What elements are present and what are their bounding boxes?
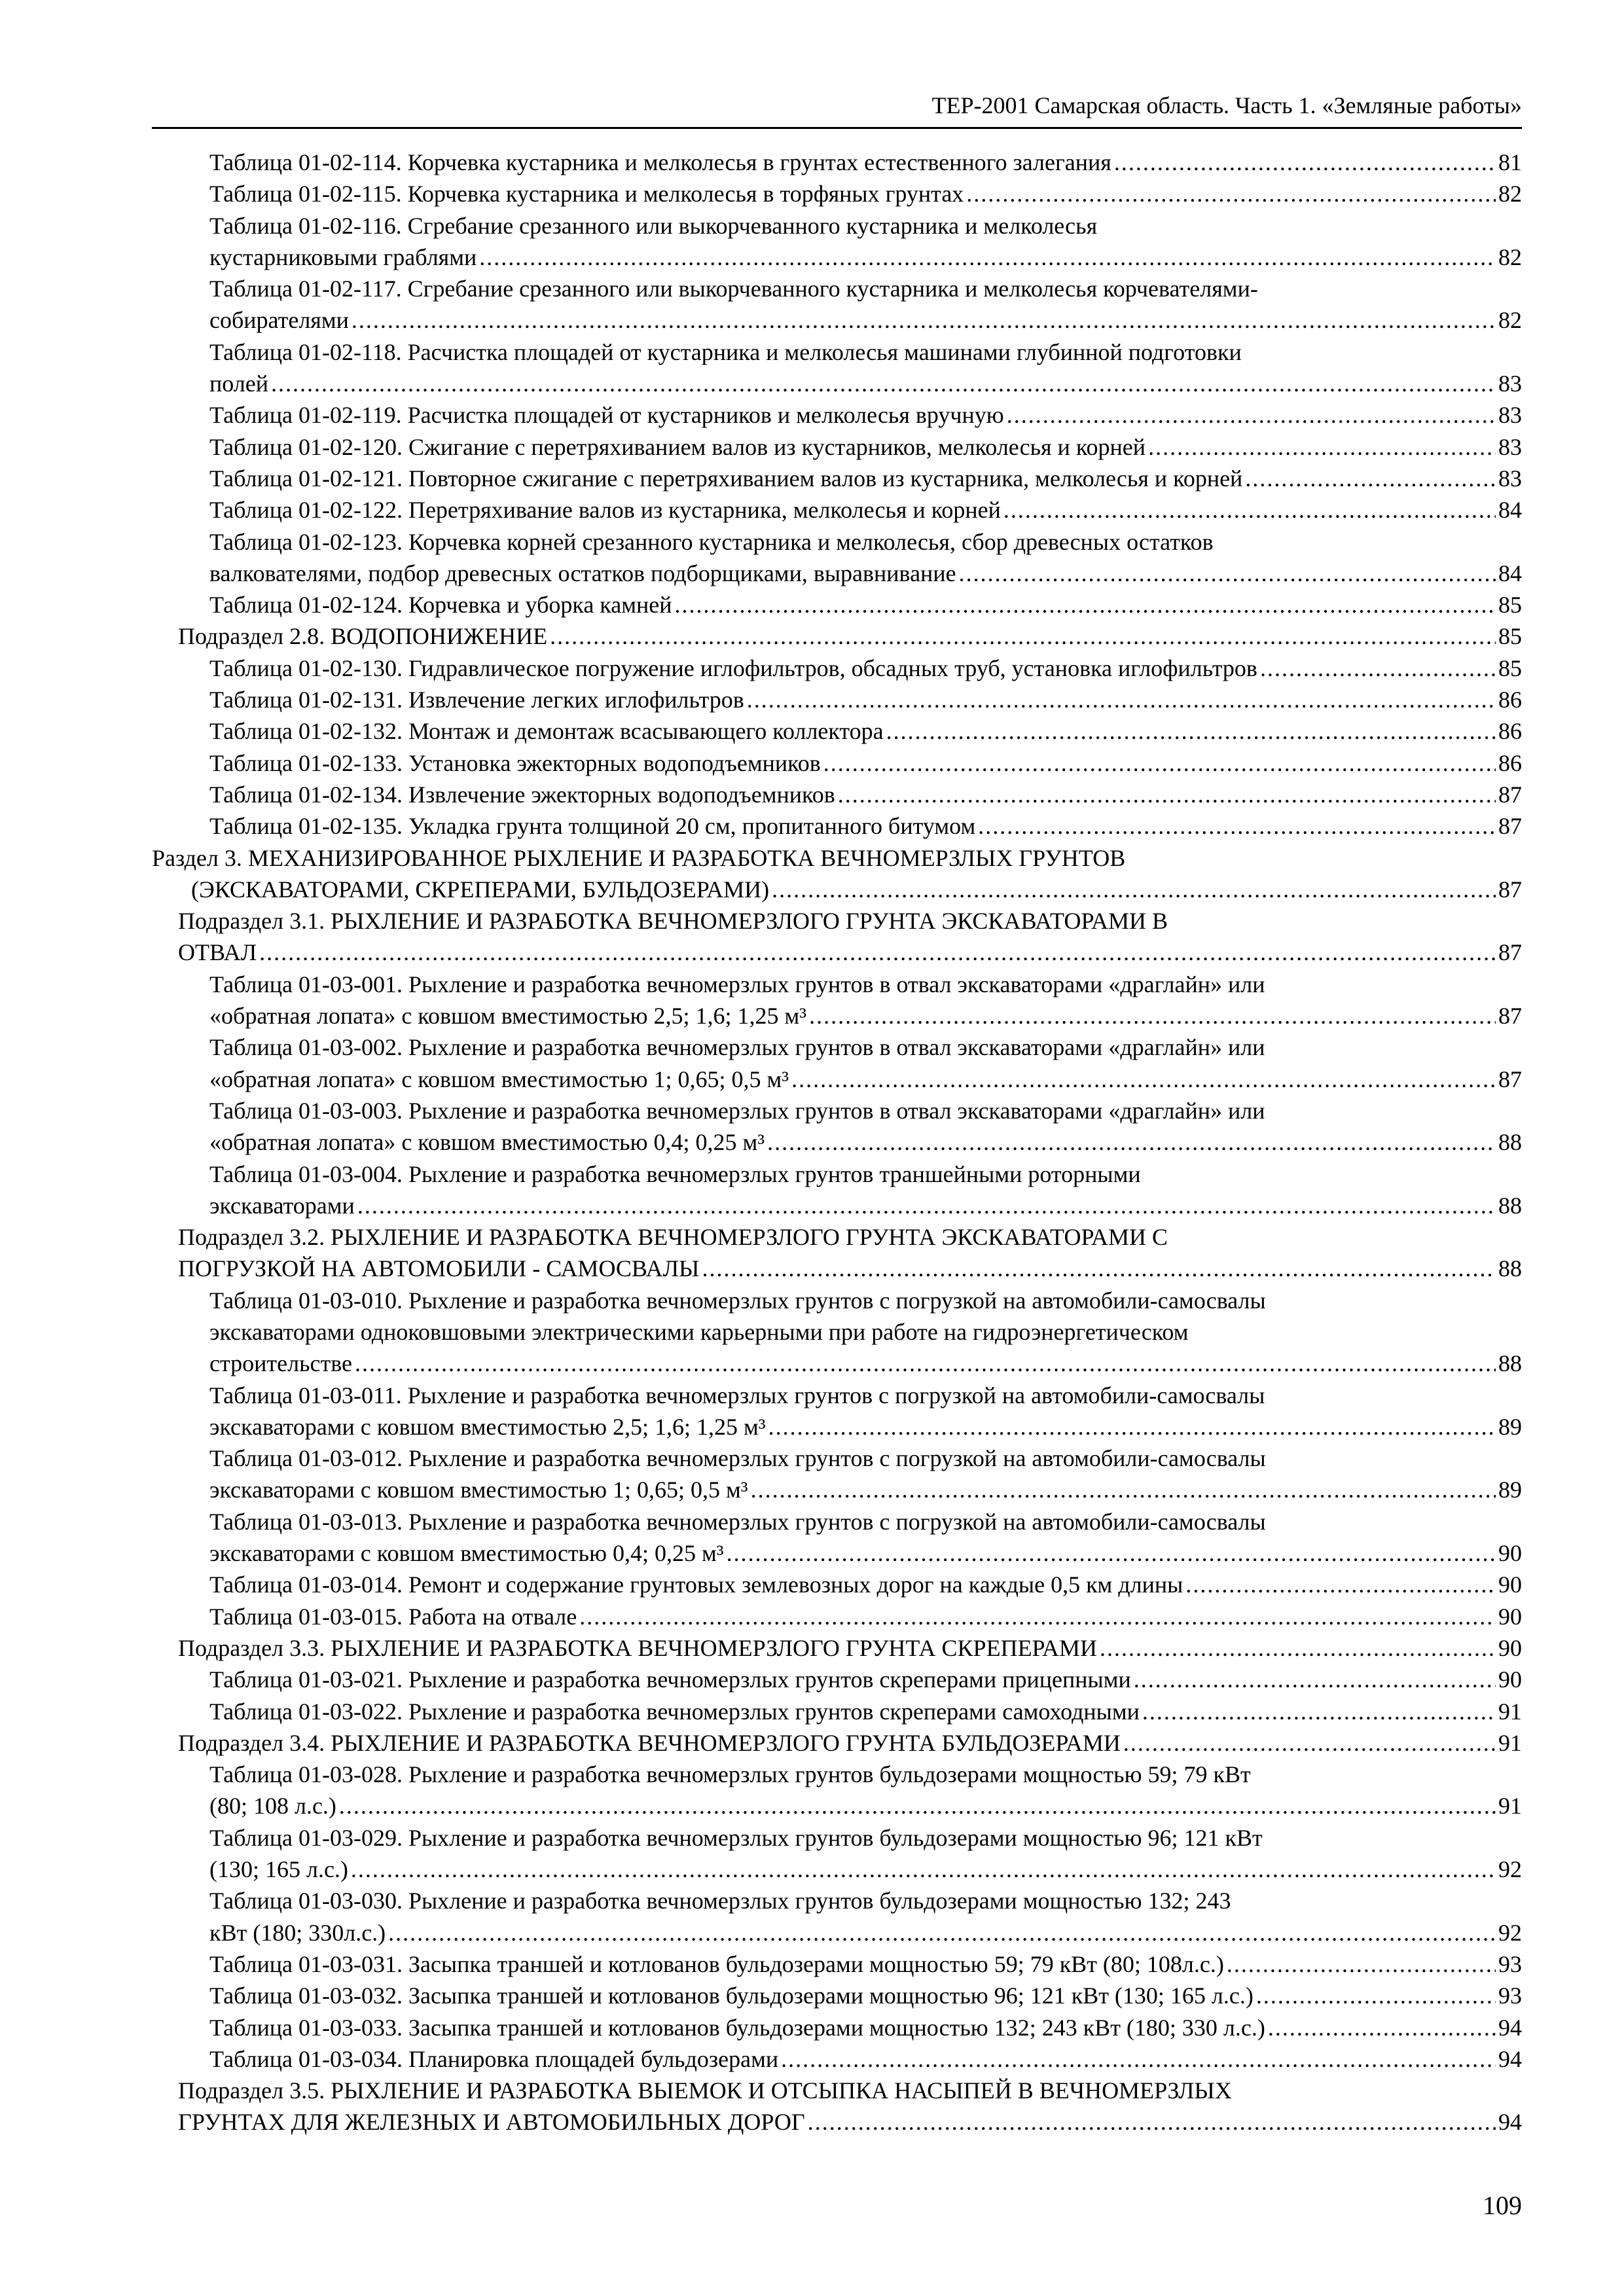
toc-entry-text: экскаваторами [209,1192,355,1219]
toc-entry-table[interactable] [152,1380,1522,1443]
page-header [152,84,1522,129]
toc-page-number: 86 [1498,718,1522,745]
dot-leader [768,1411,1496,1443]
dot-leader [781,2043,1496,2075]
toc-entry-table[interactable] [152,1285,1522,1380]
toc-entry-subsection[interactable] [152,905,1522,969]
toc-entry-table[interactable] [152,1885,1522,1948]
toc-entry-text: Таблица 01-03-030. Рыхление и разработка вечномерзлых грунтов бульдозерами мощностью 132; 243 [209,1888,1231,1914]
toc-entry-text: Таблица 01-02-122. Перетряхивание валов из кустарника, мелколесья и корней [209,497,1001,524]
toc-entry-table[interactable] [152,431,1522,463]
toc-page-number: 87 [1498,876,1522,903]
dot-leader [259,937,1496,968]
toc-page-number: 87 [1498,1003,1522,1030]
toc-entry-text: Таблица 01-03-029. Рыхление и разработка вечномерзлых грунтов бульдозерами мощностью 96; 121 кВт [209,1824,1263,1851]
toc-entry-table[interactable] [152,210,1522,274]
toc-entry-text: Подраздел 3.3. РЫХЛЕНИЕ И РАЗРАБОТКА ВЕЧНОМЕРЗЛОГО ГРУНТА СКРЕПЕРАМИ [178,1634,1097,1661]
dot-leader [352,304,1496,336]
toc-entry-text: Таблица 01-03-028. Рыхление и разработка вечномерзлых грунтов бульдозерами мощностью 59; 79 кВт [209,1761,1251,1788]
dot-leader [355,1348,1496,1379]
toc-entry-table[interactable] [152,147,1522,178]
toc-entry-text: Таблица 01-02-121. Повторное сжигание с перетряхиванием валов из кустарника, мелколесья и корней [209,465,1243,492]
toc-page-number: 86 [1498,749,1522,776]
toc-entry-text: кВт (180; 330л.с.) [209,1919,386,1946]
table-of-contents [152,147,1522,2138]
toc-entry-text: экскаваторами с ковшом вместимостью 0,4; 0,25 м³ [209,1540,724,1567]
toc-entry-text: Таблица 01-02-133. Установка эжекторных водоподъемников [209,749,821,776]
toc-entry-text: Таблица 01-02-132. Монтаж и демонтаж всасывающего коллектора [209,718,884,745]
toc-page-number: 84 [1498,560,1522,586]
dot-leader [1003,494,1496,526]
toc-entry-text: Таблица 01-02-123. Корчевка корней срезанного кустарника и мелколесья, сбор древесных остатков [209,528,1214,555]
toc-entry-text: Таблица 01-03-031. Засыпка траншей и котлованов бульдозерами мощностью 59; 79 кВт (80; 108л.с.) [209,1950,1224,1977]
toc-entry-table[interactable] [152,715,1522,747]
toc-entry-text: Таблица 01-03-015. Работа на отвале [209,1603,577,1630]
toc-page-number: 93 [1498,1950,1522,1977]
toc-entry-subsection[interactable] [152,1221,1522,1285]
toc-page-number: 83 [1498,433,1522,460]
toc-entry-table[interactable] [152,1980,1522,2011]
toc-entry-table[interactable] [152,779,1522,810]
toc-entry-table[interactable] [152,1506,1522,1570]
toc-page-number: 89 [1498,1413,1522,1440]
toc-entry-table[interactable] [152,1601,1522,1632]
toc-page-number: 91 [1498,1698,1522,1725]
toc-entry-text: Таблица 01-02-114. Корчевка кустарника и мелколесья в грунтах естественного залегания [209,149,1111,175]
toc-entry-text: Таблица 01-02-130. Гидравлическое погружение иглофильтров, обсадных труб, установка иглофильтров [209,655,1257,681]
toc-page-number: 87 [1498,813,1522,840]
toc-entry-text: Таблица 01-02-118. Расчистка площадей от кустарника и мелколесья машинами глубинной подготовки [209,338,1242,365]
dot-leader [791,1064,1496,1095]
dot-leader [675,589,1496,620]
dot-leader [339,1790,1496,1821]
dot-leader [1148,431,1496,463]
dot-leader [966,178,1496,209]
dot-leader [1256,1980,1496,2011]
toc-entry-text: Таблица 01-03-033. Засыпка траншей и котлованов бульдозерами мощностью 132; 243 кВт (180; 330 л.с.) [209,2014,1265,2041]
toc-page-number: 88 [1498,1350,1522,1377]
toc-entry-text: Таблица 01-03-014. Ремонт и содержание грунтовых землевозных дорог на каждые 0,5 км длины [209,1571,1183,1598]
toc-page-number: 85 [1498,592,1522,619]
toc-entry-table[interactable] [152,2043,1522,2075]
toc-entry-table[interactable] [152,589,1522,620]
toc-entry-section[interactable] [152,842,1522,906]
toc-entry-table[interactable] [152,653,1522,684]
toc-entry-subsection[interactable] [152,1727,1522,1759]
toc-entry-text: Таблица 01-02-134. Извлечение эжекторных водоподъемников [209,781,835,808]
toc-entry-text: Таблица 01-02-131. Извлечение легких иглофильтров [209,687,744,713]
dot-leader [479,242,1496,273]
dot-leader [751,1474,1496,1505]
toc-entry-text: (130; 165 л.с.) [209,1856,348,1883]
toc-entry-text: Таблица 01-02-119. Расчистка площадей от кустарников и мелколесья вручную [209,402,1004,429]
dot-leader [838,779,1496,810]
document-title: ТЕР-2001 Самарская область. Часть 1. «Земляные работы» [931,92,1522,118]
toc-entry-text: Таблица 01-02-115. Корчевка кустарника и мелколесья в торфяных грунтах [209,181,964,207]
toc-page-number: 92 [1498,1919,1522,1946]
toc-entry-text: Подраздел 3.1. РЫХЛЕНИЕ И РАЗРАБОТКА ВЕЧНОМЕРЗЛОГО ГРУНТА ЭКСКАВАТОРАМИ В [178,908,1168,935]
dot-leader [579,1601,1496,1632]
toc-page-number: 82 [1498,243,1522,270]
toc-entry-table[interactable] [152,1696,1522,1727]
toc-page-number: 87 [1498,1066,1522,1092]
toc-page-number: 92 [1498,1856,1522,1883]
toc-entry-table[interactable] [152,1664,1522,1695]
toc-entry-text: Таблица 01-02-135. Укладка грунта толщиной 20 см, пропитанного битумом [209,813,976,840]
toc-page-number: 91 [1498,1729,1522,1756]
toc-entry-text: «обратная лопата» с ковшом вместимостью 2,5; 1,6; 1,25 м³ [209,1003,807,1030]
toc-entry-text: строительстве [209,1350,352,1377]
dot-leader [1185,1569,1496,1600]
toc-page-number: 93 [1498,1982,1522,2009]
toc-page-number: 94 [1498,2045,1522,2072]
dot-leader [1134,1664,1496,1695]
toc-entry-table[interactable] [152,336,1522,400]
toc-page-number: 82 [1498,181,1522,207]
dot-leader [886,715,1496,747]
dot-leader [767,1126,1496,1158]
toc-entry-subsection[interactable] [152,2075,1522,2138]
toc-entry-text: валкователями, подбор древесных остатков подборщиками, выравнивание [209,560,956,586]
toc-entry-text: экскаваторами одноковшовыми электрическими карьерными при работе на гидроэнергетическом [209,1318,1189,1345]
toc-entry-text: Таблица 01-03-011. Рыхление и разработка вечномерзлых грунтов с погрузкой на автомобили-самосвалы [209,1382,1265,1408]
dot-leader [808,2106,1496,2138]
toc-entry-text: Подраздел 3.5. РЫХЛЕНИЕ И РАЗРАБОТКА ВЫЕМОК И ОТСЫПКА НАСЫПЕЙ В ВЕЧНОМЕРЗЛЫХ [178,2077,1232,2104]
toc-page-number: 84 [1498,497,1522,524]
dot-leader [1260,653,1496,684]
toc-entry-table[interactable] [152,1158,1522,1222]
dot-leader [271,368,1496,399]
toc-entry-text: «обратная лопата» с ковшом вместимостью 0,4; 0,25 м³ [209,1129,765,1156]
toc-entry-text: ГРУНТАХ ДЛЯ ЖЕЛЕЗНЫХ И АВТОМОБИЛЬНЫХ ДОРОГ [178,2109,805,2136]
toc-entry-text: Таблица 01-03-004. Рыхление и разработка вечномерзлых грунтов траншейными роторными [209,1160,1141,1187]
dot-leader [1142,1696,1496,1727]
dot-leader [772,874,1496,905]
toc-page-number: 90 [1498,1540,1522,1567]
toc-page-number: 91 [1498,1793,1522,1820]
toc-page-number: 87 [1498,939,1522,966]
dot-leader [747,684,1496,715]
toc-entry-text: ПОГРУЗКОЙ НА АВТОМОБИЛИ - САМОСВАЛЫ [178,1255,700,1282]
toc-entry-table[interactable] [152,969,1522,1032]
toc-entry-table[interactable] [152,1443,1522,1506]
dot-leader [1007,399,1496,431]
toc-entry-text: Таблица 01-03-032. Засыпка траншей и котлованов бульдозерами мощностью 96; 121 кВт (130; 165 л.с.) [209,1982,1254,2009]
dot-leader [357,1190,1496,1221]
toc-entry-text: Таблица 01-03-001. Рыхление и разработка вечномерзлых грунтов в отвал экскаваторами «драглайн» или [209,971,1265,997]
toc-entry-table[interactable] [152,1031,1522,1095]
toc-page-number: 94 [1498,2109,1522,2136]
toc-entry-text: Таблица 01-03-013. Рыхление и разработка вечномерзлых грунтов с погрузкой на автомобили-самосвалы [209,1508,1266,1535]
toc-page-number: 94 [1498,2014,1522,2041]
dot-leader [388,1917,1496,1948]
toc-entry-text: Таблица 01-03-003. Рыхление и разработка вечномерзлых грунтов в отвал экскаваторами «драглайн» или [209,1097,1265,1124]
toc-entry-text: Таблица 01-03-010. Рыхление и разработка вечномерзлых грунтов с погрузкой на автомобили-самосвалы [209,1287,1266,1314]
toc-entry-table[interactable] [152,1759,1522,1822]
toc-page-number: 81 [1498,149,1522,175]
dot-leader [1227,1948,1496,1980]
toc-entry-text: ОТВАЛ [178,939,257,966]
dot-leader [702,1253,1496,1284]
toc-entry-text: экскаваторами с ковшом вместимостью 2,5; 1,6; 1,25 м³ [209,1413,766,1440]
dot-leader [351,1854,1496,1885]
toc-entry-text: Таблица 01-02-124. Корчевка и уборка камней [209,592,672,619]
dot-leader [1114,147,1496,178]
toc-page-number: 83 [1498,465,1522,492]
toc-entry-text: Подраздел 3.4. РЫХЛЕНИЕ И РАЗРАБОТКА ВЕЧНОМЕРЗЛОГО ГРУНТА БУЛЬДОЗЕРАМИ [178,1729,1121,1756]
toc-entry-table[interactable] [152,178,1522,209]
dot-leader [1268,2012,1496,2043]
toc-page-number: 89 [1498,1477,1522,1503]
toc-page-number: 86 [1498,687,1522,713]
toc-entry-table[interactable] [152,1569,1522,1600]
toc-entry-text: Таблица 01-02-117. Сгребание срезанного или выкорчеванного кустарника и мелколесья корчевателями- [209,276,1258,302]
toc-entry-table[interactable] [152,684,1522,715]
toc-entry-text: Таблица 01-03-022. Рыхление и разработка вечномерзлых грунтов скреперами самоходными [209,1698,1140,1725]
dot-leader [959,558,1496,589]
toc-entry-subsection[interactable] [152,620,1522,652]
toc-page-number: 87 [1498,781,1522,808]
dot-leader [1245,463,1496,494]
toc-entry-text: экскаваторами с ковшом вместимостью 1; 0,65; 0,5 м³ [209,1477,748,1503]
toc-entry-table[interactable] [152,810,1522,842]
toc-entry-table[interactable] [152,526,1522,590]
toc-entry-table[interactable] [152,463,1522,494]
toc-entry-table[interactable] [152,494,1522,526]
toc-entry-text: Подраздел 2.8. ВОДОПОНИЖЕНИЕ [178,623,548,650]
toc-page-number: 90 [1498,1571,1522,1598]
dot-leader [1100,1632,1496,1664]
toc-entry-text: Таблица 01-02-120. Сжигание с перетряхиванием валов из кустарников, мелколесья и корней [209,433,1146,460]
toc-page-number: 85 [1498,623,1522,650]
dot-leader [727,1537,1496,1569]
toc-entry-text: полей [209,370,268,397]
toc-entry-table[interactable] [152,273,1522,336]
toc-entry-text: собирателями [209,307,349,334]
toc-page-number: 83 [1498,402,1522,429]
toc-entry-table[interactable] [152,1095,1522,1158]
toc-entry-text: Раздел 3. МЕХАНИЗИРОВАННОЕ РЫХЛЕНИЕ И РАЗРАБОТКА ВЕЧНОМЕРЗЛЫХ ГРУНТОВ [152,844,1126,871]
toc-entry-text: (ЭКСКАВАТОРАМИ, СКРЕПЕРАМИ, БУЛЬДОЗЕРАМИ) [191,876,770,903]
toc-page-number: 83 [1498,370,1522,397]
toc-entry-text: Таблица 01-03-002. Рыхление и разработка вечномерзлых грунтов в отвал экскаваторами «драглайн» или [209,1034,1265,1061]
toc-page-number: 85 [1498,655,1522,681]
toc-page-number: 88 [1498,1255,1522,1282]
dot-leader [1123,1727,1496,1759]
toc-page-number: 90 [1498,1666,1522,1693]
toc-entry-text: Подраздел 3.2. РЫХЛЕНИЕ И РАЗРАБОТКА ВЕЧНОМЕРЗЛОГО ГРУНТА ЭКСКАВАТОРАМИ С [178,1224,1168,1251]
toc-page-number: 90 [1498,1603,1522,1630]
toc-entry-table[interactable] [152,747,1522,779]
toc-entry-table[interactable] [152,1822,1522,1886]
toc-page-number: 88 [1498,1129,1522,1156]
toc-entry-text: Таблица 01-03-012. Рыхление и разработка вечномерзлых грунтов с погрузкой на автомобили-самосвалы [209,1445,1266,1472]
toc-entry-subsection[interactable] [152,1632,1522,1664]
toc-entry-text: кустарниковыми граблями [209,243,477,270]
dot-leader [823,747,1496,779]
page-number: 109 [1483,2191,1522,2220]
toc-entry-text: (80; 108 л.с.) [209,1793,336,1820]
toc-entry-table[interactable] [152,1948,1522,1980]
toc-page-number: 82 [1498,307,1522,334]
dot-leader [550,620,1496,652]
toc-page-number: 90 [1498,1634,1522,1661]
toc-entry-text: «обратная лопата» с ковшом вместимостью 1; 0,65; 0,5 м³ [209,1066,789,1092]
toc-entry-table[interactable] [152,399,1522,431]
toc-entry-table[interactable] [152,2012,1522,2043]
toc-entry-text: Таблица 01-03-034. Планировка площадей бульдозерами [209,2045,779,2072]
toc-page-number: 88 [1498,1192,1522,1219]
toc-entry-text: Таблица 01-03-021. Рыхление и разработка вечномерзлых грунтов скреперами прицепными [209,1666,1131,1693]
dot-leader [978,810,1496,842]
toc-entry-text: Таблица 01-02-116. Сгребание срезанного или выкорчеванного кустарника и мелколесья [209,212,1098,239]
dot-leader [809,1000,1496,1031]
